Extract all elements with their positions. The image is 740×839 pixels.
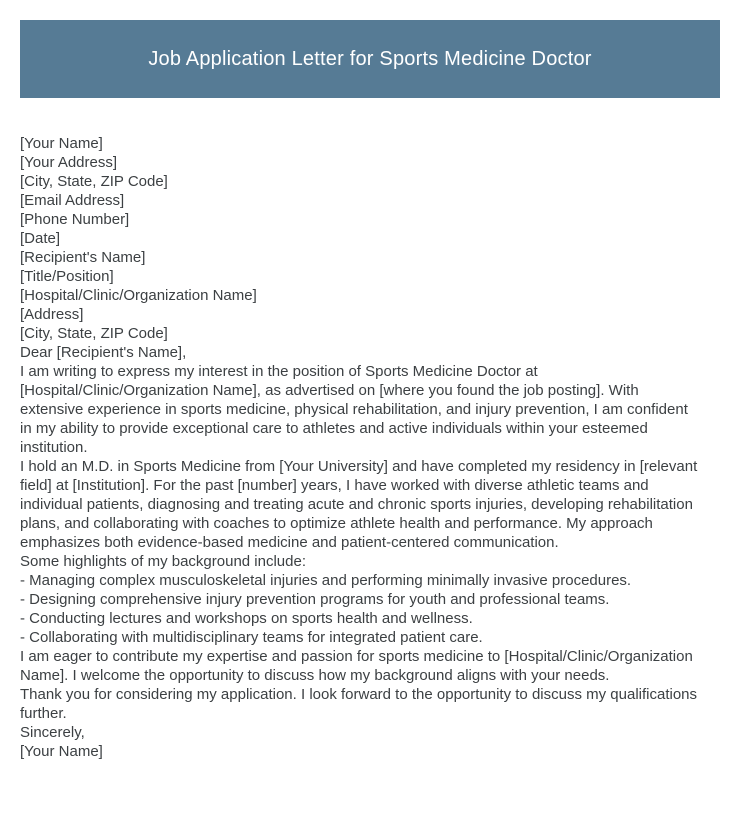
sender-address-line: [Your Address]: [20, 154, 118, 171]
highlight-item: - Conducting lectures and workshops on sports health and wellness.: [20, 610, 473, 627]
sender-name-line: [Your Name]: [20, 135, 103, 152]
intro-paragraph: I am writing to express my interest in the position of Sports Medicine Doctor at [Hospital/Clinic/Organization Name], as advertised on [where you found the job posting]. With extensive experience in sports medicine, physical rehabilitation, and injury prevention, I am confident in my ability to provide exceptional care to athletes and active individuals within your esteemed institution.: [20, 363, 688, 456]
sender-email-line: [Email Address]: [20, 192, 125, 209]
letter-body: [0, 98, 720, 761]
thanks-paragraph: Thank you for considering my application. I look forward to the opportunity to discuss my qualifications further.: [20, 686, 698, 722]
date-line: [Date]: [20, 230, 61, 247]
sender-phone-line: [Phone Number]: [20, 211, 130, 228]
salutation-line: Dear [Recipient's Name],: [20, 344, 187, 361]
recipient-address-line: [Address]: [20, 306, 84, 323]
recipient-city-line: [City, State, ZIP Code]: [20, 325, 168, 342]
recipient-title-line: [Title/Position]: [20, 268, 114, 285]
signoff-line: Sincerely,: [20, 724, 85, 741]
highlight-item: - Collaborating with multidisciplinary teams for integrated patient care.: [20, 629, 483, 646]
sender-city-line: [City, State, ZIP Code]: [20, 173, 168, 190]
recipient-organization-line: [Hospital/Clinic/Organization Name]: [20, 287, 257, 304]
highlight-item: - Managing complex musculoskeletal injuries and performing minimally invasive procedures.: [20, 572, 632, 589]
highlight-item: - Designing comprehensive injury prevention programs for youth and professional teams.: [20, 591, 610, 608]
experience-paragraph: I hold an M.D. in Sports Medicine from [Your University] and have completed my residency in [relevant field] at [Institution]. For the past [number] years, I have worked with diverse athletic teams and individual patients, diagnosing and treating acute and chronic sports injuries, developing rehabilitation plans, and collaborating with coaches to optimize athlete health and performance. My approach emphasizes both evidence-based medicine and patient-centered communication.: [20, 458, 698, 551]
letter-title-banner: [20, 20, 720, 98]
signature-line: [Your Name]: [20, 743, 103, 760]
document-page: [0, 20, 740, 761]
highlights-intro-line: Some highlights of my background include:: [20, 553, 306, 570]
page-title: Job Application Letter for Sports Medicine Doctor: [148, 47, 592, 70]
recipient-name-line: [Recipient's Name]: [20, 249, 146, 266]
closing-paragraph: I am eager to contribute my expertise and passion for sports medicine to [Hospital/Clinic/Organization Name]. I welcome the opportunity to discuss how my background aligns with your needs.: [20, 648, 693, 684]
